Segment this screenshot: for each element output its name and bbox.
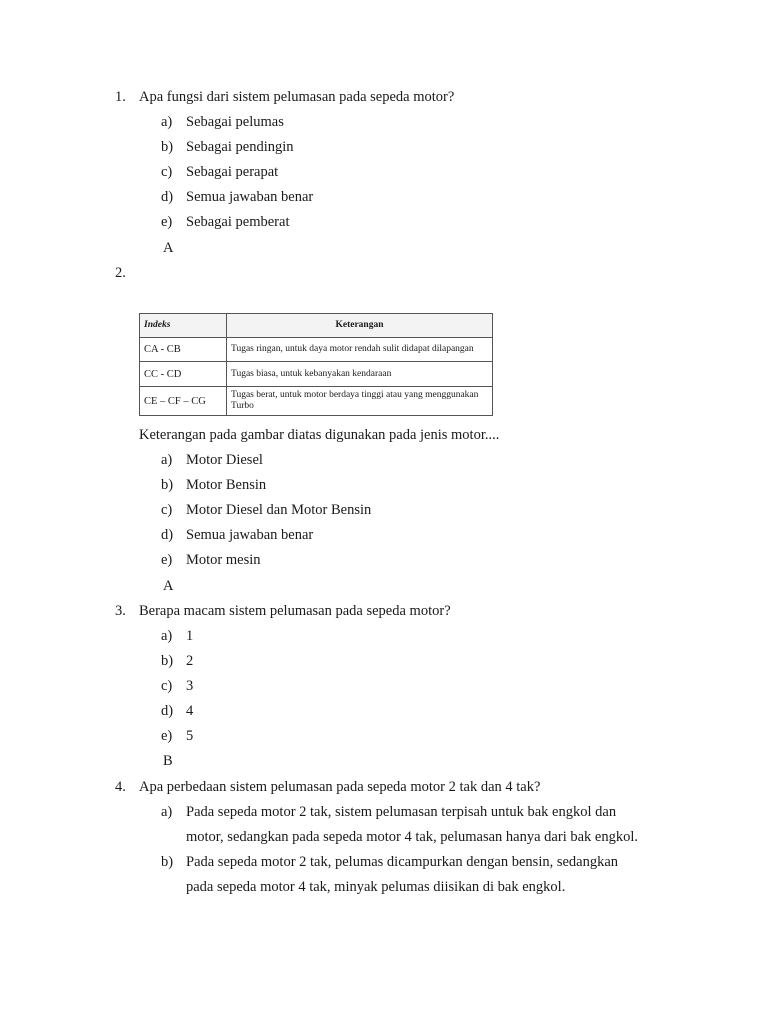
question-3-number: 3. — [115, 603, 126, 619]
question-3-text: Berapa macam sistem pelumasan pada sepeda motor? — [139, 603, 451, 619]
table-row — [140, 387, 493, 416]
option-letter: e) — [161, 728, 173, 744]
option-text: 4 — [186, 703, 194, 719]
option-letter: b) — [161, 139, 174, 155]
table-row — [140, 338, 493, 362]
lubricant-index-table — [139, 313, 493, 416]
option-letter: e) — [161, 552, 173, 568]
option-text: Sebagai pemberat — [186, 214, 290, 230]
table-cell: Tugas berat, untuk motor berdaya tinggi atau yang menggunakan Turbo — [227, 387, 493, 416]
table-cell: Tugas ringan, untuk daya motor rendah sulit didapat dilapangan — [227, 338, 493, 362]
option-text: Semua jawaban benar — [186, 527, 314, 543]
question-2-number: 2. — [115, 265, 126, 281]
option-letter: a) — [161, 804, 173, 820]
option-letter: c) — [161, 502, 173, 518]
option-letter: b) — [161, 477, 174, 493]
question-1-text: Apa fungsi dari sistem pelumasan pada sepeda motor? — [139, 89, 455, 105]
option-text: Sebagai pendingin — [186, 139, 294, 155]
option-text-line-1: Pada sepeda motor 2 tak, pelumas dicampurkan dengan bensin, sedangkan — [186, 854, 619, 870]
option-letter: c) — [161, 164, 173, 180]
option-letter: d) — [161, 527, 174, 543]
table-header-row — [140, 314, 493, 338]
option-letter: a) — [161, 452, 173, 468]
question-4-number: 4. — [115, 779, 126, 795]
question-4-text: Apa perbedaan sistem pelumasan pada sepeda motor 2 tak dan 4 tak? — [139, 779, 541, 795]
table-header-keterangan: Keterangan — [227, 314, 493, 338]
option-text: 1 — [186, 628, 194, 644]
option-letter: d) — [161, 189, 174, 205]
table-cell: CE – CF – CG — [140, 387, 227, 416]
option-text: Semua jawaban benar — [186, 189, 314, 205]
table-cell: CC - CD — [140, 362, 227, 387]
option-letter: b) — [161, 653, 174, 669]
question-2-text: Keterangan pada gambar diatas digunakan pada jenis motor.... — [139, 427, 500, 443]
option-letter: a) — [161, 628, 173, 644]
option-letter: e) — [161, 214, 173, 230]
option-text: 2 — [186, 653, 194, 669]
option-letter: c) — [161, 678, 173, 694]
table-header-indeks: Indeks — [140, 314, 227, 338]
question-1-number: 1. — [115, 89, 126, 105]
option-text: 5 — [186, 728, 194, 744]
table-cell: CA - CB — [140, 338, 227, 362]
option-text: Sebagai pelumas — [186, 114, 284, 130]
option-letter: b) — [161, 854, 174, 870]
option-text-line-2: motor, sedangkan pada sepeda motor 4 tak, pelumasan hanya dari bak engkol. — [186, 829, 638, 845]
option-text: Motor mesin — [186, 552, 261, 568]
option-text: Motor Bensin — [186, 477, 267, 493]
option-text-line-1: Pada sepeda motor 2 tak, sistem pelumasan terpisah untuk bak engkol dan — [186, 804, 617, 820]
question-2-answer: A — [163, 578, 174, 594]
question-1-answer: A — [163, 240, 174, 256]
option-text: 3 — [186, 678, 194, 694]
option-text: Motor Diesel — [186, 452, 263, 468]
option-text: Sebagai perapat — [186, 164, 279, 180]
table-cell: Tugas biasa, untuk kebanyakan kendaraan — [227, 362, 493, 387]
option-letter: d) — [161, 703, 174, 719]
option-text: Motor Diesel dan Motor Bensin — [186, 502, 372, 518]
question-3-answer: B — [163, 753, 173, 769]
table-row — [140, 362, 493, 387]
option-text-line-2: pada sepeda motor 4 tak, minyak pelumas diisikan di bak engkol. — [186, 879, 566, 895]
option-letter: a) — [161, 114, 173, 130]
